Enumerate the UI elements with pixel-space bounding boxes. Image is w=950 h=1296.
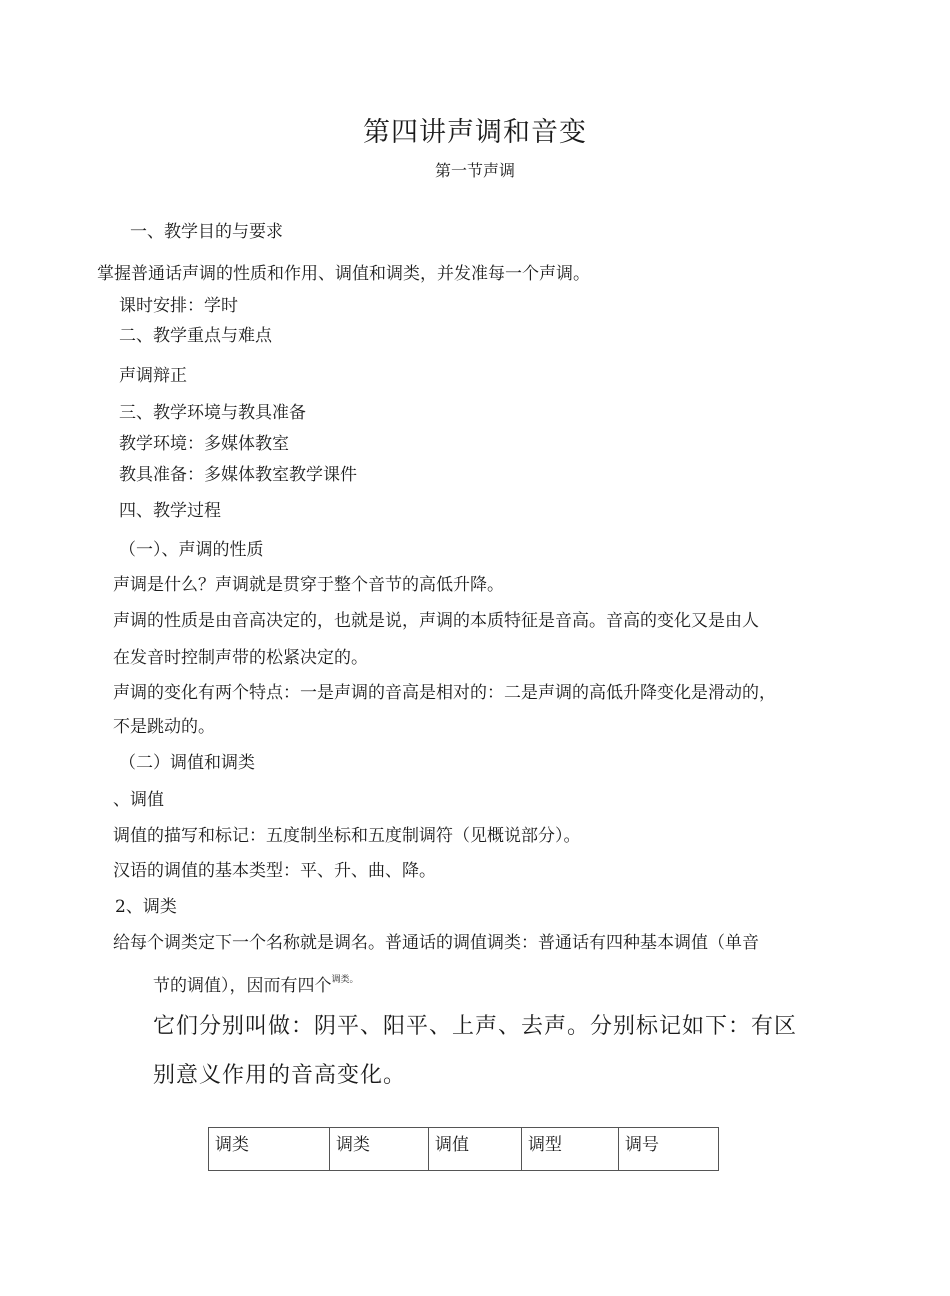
paragraph-objectives: 掌握普通话声调的性质和作用、调值和调类，并发准每一个声调。 (97, 264, 590, 284)
large-paragraph-1: 它们分别叫做：阴平、阳平、上声、去声。分别标记如下：有区 (153, 1014, 798, 1039)
paragraph-categories-1: 给每个调类定下一个名称就是调名。普通话的调值调类：普通话有四种基本调值（单音 (113, 933, 759, 953)
large-paragraph-2: 别意义作用的音高变化。 (153, 1063, 407, 1088)
subheading-nature: （一）、声调的性质 (119, 540, 264, 560)
table-header-cell: 调类 (209, 1128, 330, 1171)
table-header-row (209, 1128, 719, 1171)
heading-key-points: 二、教学重点与难点 (119, 326, 272, 346)
paragraph-basic-types: 汉语的调值的基本类型：平、升、曲、降。 (113, 861, 436, 881)
heading-tone-value: 、调值 (113, 790, 164, 810)
page-title: 第四讲声调和音变 (363, 117, 587, 148)
paragraph-definition: 声调是什么？声调就是贯穿于整个音节的高低升降。 (113, 575, 504, 595)
table-header-cell: 调值 (429, 1128, 522, 1171)
section-subtitle: 第一节声调 (434, 161, 515, 180)
heading-environment: 三、教学环境与教具准备 (119, 403, 306, 423)
small-superscript-text: 调类。 (331, 975, 359, 985)
paragraph-key-points: 声调辩正 (119, 366, 187, 386)
tone-table (208, 1127, 719, 1171)
subheading-values-categories: （二）调值和调类 (119, 753, 255, 773)
heading-process: 四、教学过程 (119, 501, 221, 521)
table-header-cell: 调号 (619, 1128, 719, 1171)
paragraph-notation: 调值的描写和标记：五度制坐标和五度制调符（见概说部分）。 (113, 826, 581, 846)
paragraph-environment: 教学环境：多媒体教室 (119, 434, 289, 454)
paragraph-tools: 教具准备：多媒体教室教学课件 (119, 465, 357, 485)
heading-objectives: 一、教学目的与要求 (130, 222, 283, 242)
paragraph-features-2: 不是跳动的。 (113, 717, 215, 737)
paragraph-nature-1: 声调的性质是由音高决定的，也就是说，声调的本质特征是音高。音高的变化又是由人 (113, 611, 759, 631)
table-header-cell: 调型 (522, 1128, 619, 1171)
heading-tone-category: 2、调类 (115, 897, 177, 917)
paragraph-categories-2 (153, 970, 359, 996)
paragraph-schedule: 课时安排：学时 (119, 296, 238, 316)
paragraph-nature-2: 在发音时控制声带的松紧决定的。 (113, 648, 368, 668)
paragraph-features-1: 声调的变化有两个特点：一是声调的音高是相对的：二是声调的高低升降变化是滑动的， (113, 683, 776, 703)
paragraph-categories-2-text: 节的调值），因而有四个 (153, 976, 332, 996)
table-header-cell: 调类 (330, 1128, 429, 1171)
